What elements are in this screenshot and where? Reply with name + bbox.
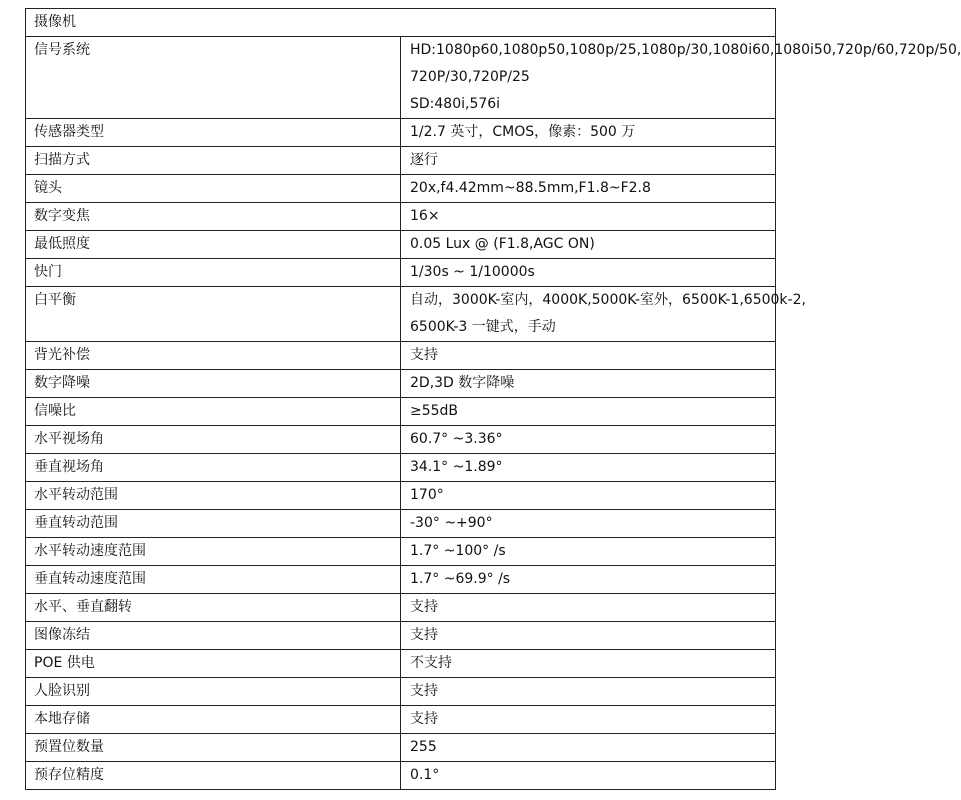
- spec-value: [401, 259, 776, 287]
- spec-key: 快门: [26, 259, 401, 287]
- table-row: [26, 566, 776, 594]
- spec-value-line: 自动，3000K-室内，4000K,5000K-室外，6500K-1,6500k-2,: [410, 292, 806, 308]
- table-row: [26, 426, 776, 454]
- spec-value-line: 1/2.7 英寸，CMOS，像素：500 万: [410, 124, 636, 140]
- spec-key: 传感器类型: [26, 119, 401, 147]
- table-row: [26, 342, 776, 370]
- spec-value-line: 支持: [410, 347, 438, 363]
- spec-value-line: 1.7° ~69.9° /s: [410, 571, 511, 587]
- spec-value: [401, 370, 776, 398]
- spec-value: [401, 426, 776, 454]
- spec-key: 信噪比: [26, 398, 401, 426]
- spec-key: 垂直转动范围: [26, 510, 401, 538]
- spec-value-line: 逐行: [410, 152, 438, 168]
- spec-value-line: 6500K-3 一键式，手动: [410, 319, 556, 335]
- spec-value: [401, 566, 776, 594]
- spec-table: [25, 8, 961, 790]
- table-row: [26, 259, 776, 287]
- spec-value-line: SD:480i,576i: [410, 96, 501, 112]
- spec-value-line: 34.1° ~1.89°: [410, 459, 503, 475]
- spec-key: 最低照度: [26, 231, 401, 259]
- spec-key: 数字变焦: [26, 203, 401, 231]
- spec-key: 水平转动速度范围: [26, 538, 401, 566]
- spec-key: 垂直转动速度范围: [26, 566, 401, 594]
- spec-value: [401, 342, 776, 370]
- table-row: [26, 510, 776, 538]
- spec-value-line: 支持: [410, 683, 438, 699]
- table-row: [26, 175, 776, 203]
- spec-value: [401, 734, 776, 762]
- table-row: [26, 734, 776, 762]
- table-row: [26, 147, 776, 175]
- table-row: [26, 622, 776, 650]
- table-header-row: [26, 9, 776, 37]
- table-row: [26, 594, 776, 622]
- spec-key: 数字降噪: [26, 370, 401, 398]
- spec-value-line: 支持: [410, 599, 438, 615]
- spec-value-line: 2D,3D 数字降噪: [410, 375, 515, 391]
- spec-value-line: 60.7° ~3.36°: [410, 431, 503, 447]
- spec-value-line: 不支持: [410, 655, 452, 671]
- spec-value: [401, 678, 776, 706]
- spec-value: [401, 231, 776, 259]
- spec-value: [401, 119, 776, 147]
- table-row: [26, 37, 776, 119]
- spec-key: POE 供电: [26, 650, 401, 678]
- table-row: [26, 762, 776, 790]
- table-row: [26, 650, 776, 678]
- spec-key: 垂直视场角: [26, 454, 401, 482]
- table-row: [26, 538, 776, 566]
- spec-value: [401, 762, 776, 790]
- spec-key: 预置位数量: [26, 734, 401, 762]
- spec-key: 图像冻结: [26, 622, 401, 650]
- spec-value-line: HD:1080p60,1080p50,1080p/25,1080p/30,1080i60,1080i50,720p/60,720p/50,: [410, 42, 961, 58]
- spec-value: [401, 706, 776, 734]
- spec-value: [401, 594, 776, 622]
- spec-value: [401, 203, 776, 231]
- spec-value-line: 支持: [410, 711, 438, 727]
- spec-value: [401, 398, 776, 426]
- spec-value-line: 170°: [410, 487, 444, 503]
- table-row: [26, 678, 776, 706]
- spec-value: [401, 510, 776, 538]
- table-row: [26, 119, 776, 147]
- table-row: [26, 287, 776, 342]
- spec-value-line: 1.7° ~100° /s: [410, 543, 506, 559]
- spec-value-line: 20x,f4.42mm~88.5mm,F1.8~F2.8: [410, 180, 651, 196]
- spec-key: 信号系统: [26, 37, 401, 119]
- spec-value: [401, 454, 776, 482]
- spec-value: [401, 147, 776, 175]
- spec-value-line: 1/30s ~ 1/10000s: [410, 264, 535, 280]
- spec-value-line: 0.05 Lux @ (F1.8,AGC ON): [410, 236, 595, 252]
- table-row: [26, 203, 776, 231]
- spec-value: [401, 538, 776, 566]
- spec-value-line: 16×: [410, 208, 440, 224]
- table-row: [26, 370, 776, 398]
- spec-value: [401, 175, 776, 203]
- spec-value: [401, 482, 776, 510]
- spec-key: 预存位精度: [26, 762, 401, 790]
- spec-value: [401, 287, 806, 342]
- table-row: [26, 482, 776, 510]
- spec-key: 水平、垂直翻转: [26, 594, 401, 622]
- spec-value-line: 720P/30,720P/25: [410, 69, 530, 85]
- spec-value-line: 255: [410, 739, 437, 755]
- spec-key: 白平衡: [26, 287, 401, 342]
- table-title: 摄像机: [26, 9, 776, 37]
- spec-value-line: 0.1°: [410, 767, 440, 783]
- spec-value: [401, 622, 776, 650]
- spec-value: [401, 37, 961, 119]
- spec-value: [401, 650, 776, 678]
- spec-key: 人脸识别: [26, 678, 401, 706]
- spec-value-line: ≥55dB: [410, 403, 459, 419]
- spec-key: 本地存储: [26, 706, 401, 734]
- spec-key: 水平转动范围: [26, 482, 401, 510]
- table-row: [26, 706, 776, 734]
- spec-key: 水平视场角: [26, 426, 401, 454]
- spec-key: 镜头: [26, 175, 401, 203]
- table-row: [26, 454, 776, 482]
- spec-value-line: -30° ~+90°: [410, 515, 493, 531]
- table-row: [26, 398, 776, 426]
- spec-key: 背光补偿: [26, 342, 401, 370]
- spec-key: 扫描方式: [26, 147, 401, 175]
- table-row: [26, 231, 776, 259]
- spec-value-line: 支持: [410, 627, 438, 643]
